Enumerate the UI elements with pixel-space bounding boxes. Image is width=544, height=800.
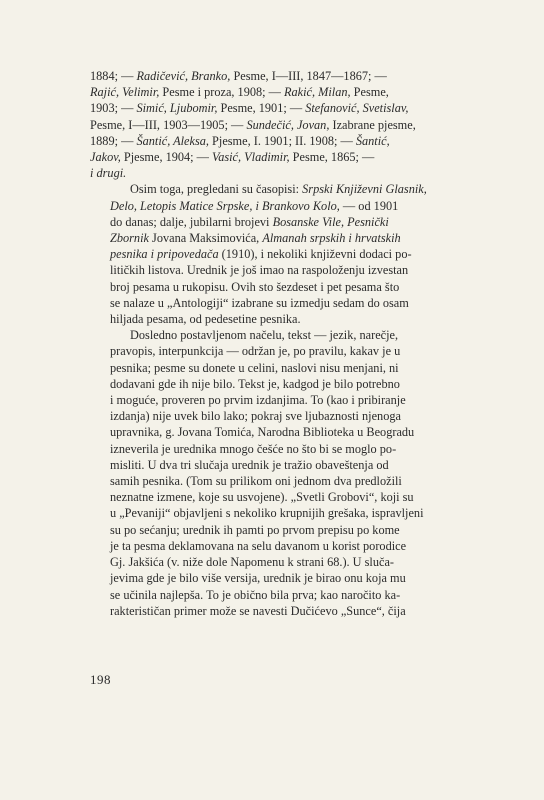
text-run: Pesme, [350, 85, 389, 100]
italic-text: Rakić, Milan, [284, 85, 351, 100]
text-run: Pesme, I—III, 1903—1905; — [90, 117, 247, 132]
italic-text: Šantić, [355, 133, 390, 148]
text-line [90, 587, 462, 603]
text-run: misliti. U dva tri slučaja urednik je tražio obaveštenja od [110, 457, 389, 472]
text-run: Pjesme, I. 1901; II. 1908; — [208, 133, 356, 148]
text-line [90, 68, 462, 84]
italic-text: Šantić, Aleksa, [136, 133, 209, 148]
text-run: 1889; — [90, 133, 137, 148]
text-run: do danas; dalje, jubilarni brojevi [110, 214, 273, 229]
text-line [90, 84, 462, 100]
text-run: pesnika; pesme su donete u celini, naslovi nisu menjani, ni [110, 360, 399, 375]
text-run: 1903; — [90, 101, 137, 116]
italic-text: Sundečić, Jovan, [246, 117, 330, 132]
text-line [90, 279, 462, 295]
text-run: u „Pevaniji“ objavljeni s nekoliko krupnijih grešaka, ispravljeni [110, 506, 424, 521]
text-line [90, 343, 462, 359]
text-run: Osim toga, pregledani su časopisi: [130, 182, 303, 197]
text-run: Pesme, 1901; — [217, 101, 306, 116]
italic-text: Delo, Letopis Matice Srpske, i Brankovo Kolo, [110, 198, 340, 213]
text-run: Pesme, I—III, 1847—1867; — [230, 69, 387, 83]
text-line [90, 100, 462, 116]
paragraph [90, 68, 462, 181]
text-run: (1910), i nekoliki književni dodaci po- [218, 247, 412, 262]
text-line [90, 181, 462, 197]
text-run: izneverila je urednika mnogo češće no što bi se moglo po- [110, 441, 397, 456]
text-run: se nalaze u „Antologiji“ izabrane su izmedju sedam do osam [110, 295, 409, 310]
text-run: Jovana Maksimovića, [148, 231, 263, 246]
text-run: Dosledno postavljenom načelu, tekst — jezik, narečje, [130, 328, 399, 343]
italic-text: Rajić, Velimir, [90, 85, 160, 100]
text-line [90, 117, 462, 133]
text-line [90, 214, 462, 230]
text-line [90, 554, 462, 570]
text-line [90, 473, 462, 489]
text-run: neznatne izmene, koje su usvojene). „Svetli Grobovi“, koji su [110, 490, 414, 505]
text-line [90, 262, 462, 278]
text-line [90, 522, 462, 538]
text-run: i moguće, proveren po prvim izdanjima. To (kao i pribiranje [110, 393, 406, 408]
italic-text: Srpski Književni Glasnik, [302, 182, 427, 197]
text-run: samih pesnika. (Tom su prilikom oni jednom dva predložili [110, 474, 402, 489]
italic-text: Almanah srpskih i hrvatskih [262, 231, 401, 246]
text-line [90, 230, 462, 246]
text-line [90, 424, 462, 440]
italic-text: pesnika i pripovedača [110, 247, 219, 262]
italic-text: Zbornik [110, 231, 149, 246]
text-line [90, 570, 462, 586]
text-line [90, 327, 462, 343]
italic-text: Simić, Ljubomir, [136, 101, 218, 116]
text-line [90, 376, 462, 392]
text-run: Pesme, 1865; — [289, 150, 375, 165]
italic-text: Vasić, Vladimir, [212, 150, 290, 165]
text-line [90, 538, 462, 554]
text-line [90, 311, 462, 327]
text-run: rakterističan primer može se navesti Dučićevo „Sunce“, čija [110, 603, 406, 618]
text-line [90, 133, 462, 149]
body-text [90, 68, 462, 619]
italic-text: Radičević, Branko, [136, 69, 231, 83]
text-run: jevima gde je bilo više versija, urednik je birao onu koja mu [110, 571, 406, 586]
text-run: litičkih listova. Urednik je još imao na raspoloženju izvestan [110, 263, 409, 278]
italic-text: Bosanske Vile, Pesnički [272, 214, 389, 229]
paragraph [90, 181, 462, 327]
text-line [90, 360, 462, 376]
text-line [90, 198, 462, 214]
text-run: izdanja) nije uvek bilo lako; pokraj sve ljubaznosti njenoga [110, 409, 401, 424]
text-run: Pesme i proza, 1908; — [159, 85, 284, 100]
text-run: je ta pesma deklamovana na selu davanom u korist porodice [110, 538, 407, 553]
text-line [90, 149, 462, 165]
text-line [90, 441, 462, 457]
text-line [90, 408, 462, 424]
text-run: pravopis, interpunkcija — održan je, po pravilu, kakav je u [110, 344, 401, 359]
italic-text: Jakov, [90, 150, 121, 165]
text-run: su po sećanju; urednik ih pamti po prvom prepisu po kome [110, 522, 400, 537]
text-run: Izabrane pjesme, [329, 117, 416, 132]
page-number: 198 [90, 672, 111, 687]
text-line [90, 457, 462, 473]
text-line [90, 246, 462, 262]
text-run: 1884; — [90, 69, 137, 83]
text-line [90, 392, 462, 408]
italic-text: i drugi. [90, 166, 127, 181]
text-run: se učinila najlepša. To je obično bila prva; kao naročito ka- [110, 587, 401, 602]
text-line [90, 295, 462, 311]
paragraph [90, 327, 462, 619]
text-line [90, 489, 462, 505]
text-run: dodavani gde ih nije bilo. Tekst je, kadgod je bilo potrebno [110, 376, 400, 391]
text-run: Gj. Jakšića (v. niže dole Napomenu k strani 68.). U sluča- [110, 555, 394, 570]
text-run: Pjesme, 1904; — [120, 150, 213, 165]
text-line [90, 505, 462, 521]
italic-text: Stefanović, Svetislav, [305, 101, 409, 116]
text-run: broj pesama u rukopisu. Ovih sto šezdeset i pet pesama što [110, 279, 400, 294]
text-line [90, 603, 462, 619]
text-line [90, 165, 462, 181]
text-run: upravnika, g. Jovana Tomića, Narodna Biblioteka u Beogradu [110, 425, 415, 440]
text-run: hiljada pesama, od pedesetine pesnika. [110, 312, 301, 327]
text-run: — od 1901 [339, 198, 399, 213]
